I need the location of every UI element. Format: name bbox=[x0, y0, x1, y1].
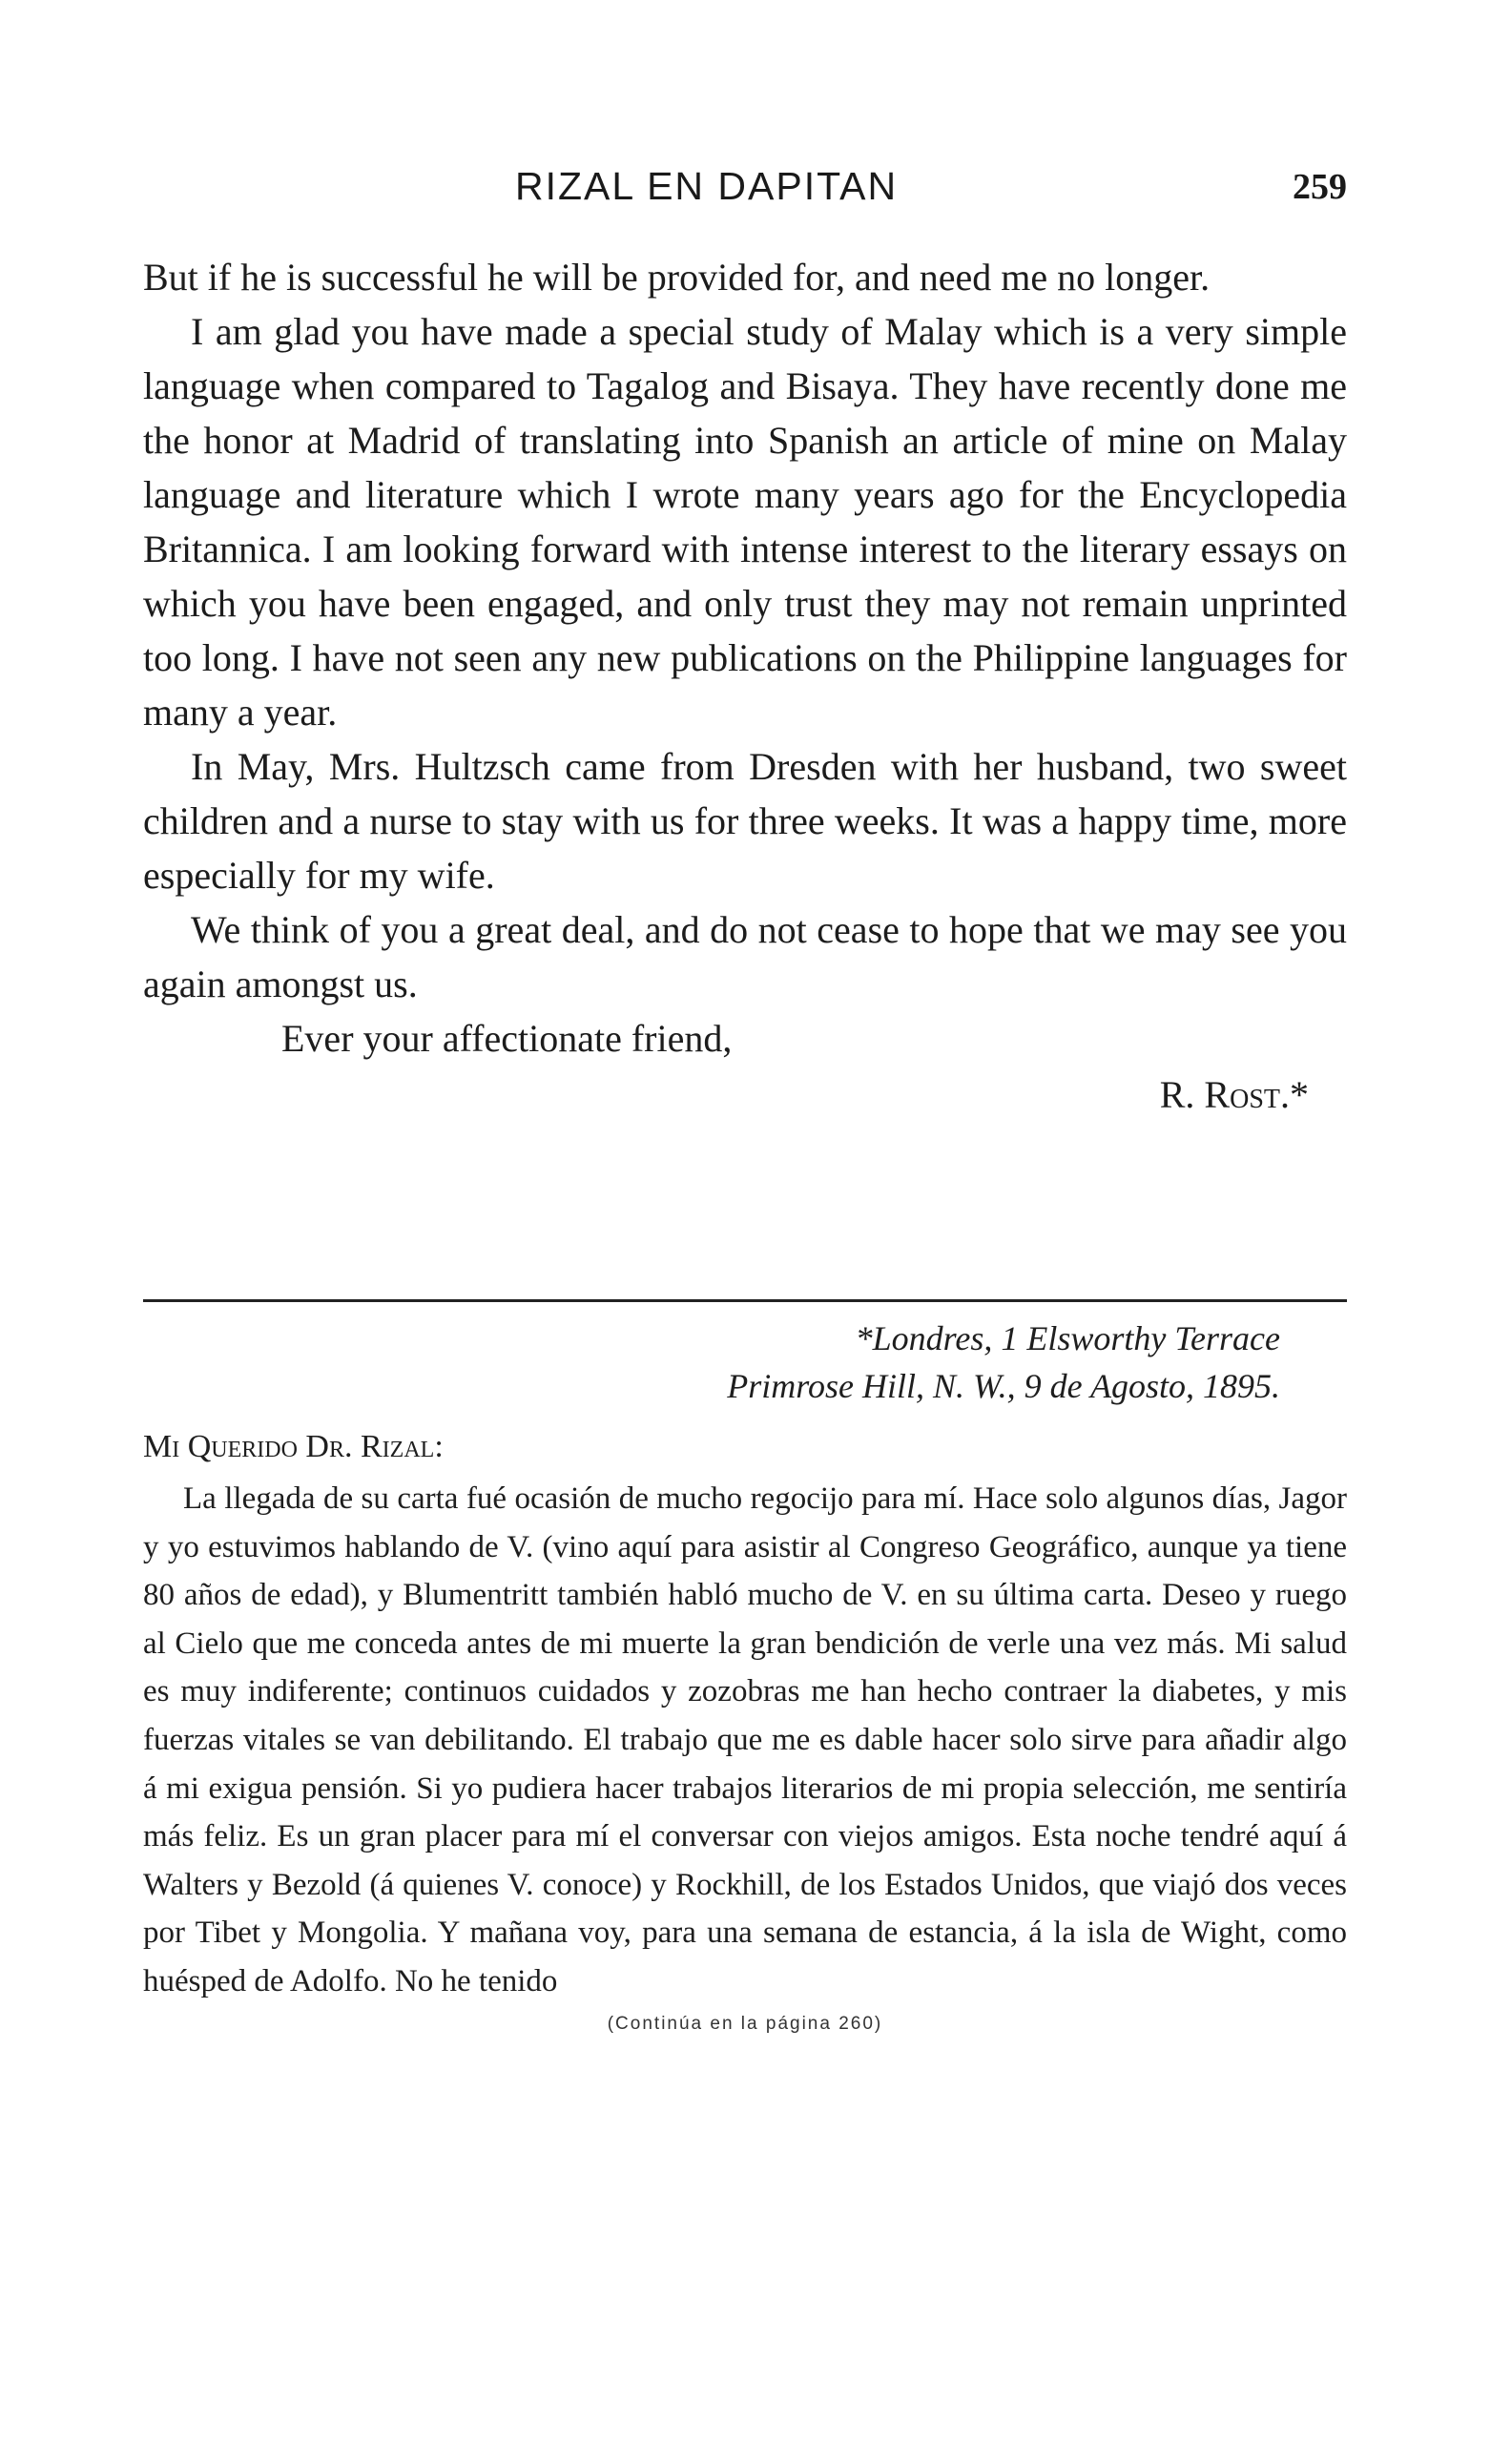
letter-paragraph-4: We think of you a great deal, and do not cease to hope that we may see you again amongst us. bbox=[143, 908, 1347, 1005]
footnote-place-line-2: Primrose Hill, N. W., 9 de Agosto, 1895. bbox=[727, 1367, 1280, 1405]
footnote-letter bbox=[143, 1315, 1347, 2035]
footnote-salutation: Mi Querido Dr. Rizal: bbox=[143, 1429, 444, 1464]
page-header bbox=[143, 158, 1347, 216]
english-letter bbox=[143, 250, 1347, 1122]
letter-closing: Ever your affectionate friend, bbox=[281, 1017, 733, 1060]
footnote-body: La llegada de su carta fué ocasión de mucho regocijo para mí. Hace solo algunos días, Jagor y yo estuvimos hablando de V. (vino aquí para asistir al Congreso Geográfico, aunque ya tiene 80 años de edad), y Blumentritt también habló mucho de V. en su última carta. Deseo y ruego al Cielo que me conceda antes de mi muerte la gran bendición de verle una vez más. Mi salud es muy indiferente; continuos cuidados y zozobras me han hecho contraer la diabetes, y mis fuerzas vitales se van debilitando. El trabajo que me es dable hacer solo sirve para añadir algo á mi exigua pensión. Si yo pudiera hacer trabajos literarios de mi propia selección, me sentiría más feliz. Es un gran placer para mí el conversar con viejos amigos. Esta noche tendré aquí á Walters y Bezold (á quienes V. conoce) y Rockhill, de los Estados Unidos, que viajó dos veces por Tibet y Mongolia. Y mañana voy, para una semana de estancia, á la isla de Wight, como huésped de Adolfo. No he tenido bbox=[143, 1481, 1347, 1998]
letter-signature: R. Rost.* bbox=[1159, 1073, 1309, 1116]
footnote-place-line-1: *Londres, 1 Elsworthy Terrace bbox=[855, 1319, 1280, 1357]
footnote-continued-note: (Continúa en la página 260) bbox=[607, 2013, 883, 2034]
letter-paragraph-3: In May, Mrs. Hultzsch came from Dresden with her husband, two sweet children and a nurse to stay with us for three weeks. It was a happy time, more especially for my wife. bbox=[143, 745, 1347, 897]
footnote-divider bbox=[143, 1299, 1347, 1302]
page-number: 259 bbox=[1293, 167, 1347, 207]
running-title: RIZAL EN DAPITAN bbox=[515, 164, 899, 208]
letter-paragraph-1: But if he is successful he will be provided for, and need me no longer. bbox=[143, 256, 1211, 299]
letter-paragraph-2: I am glad you have made a special study of Malay which is a very simple language when compared to Tagalog and Bisaya. They have recently done me the honor at Madrid of translating into Spanish an article of mine on Malay language and literature which I wrote many years ago for the Encyclopedia Britannica. I am looking forward with intense interest to the literary essays on which you have been engaged, and only trust they may not remain unprinted too long. I have not seen any new publications on the Philippine languages for many a year. bbox=[143, 310, 1347, 734]
